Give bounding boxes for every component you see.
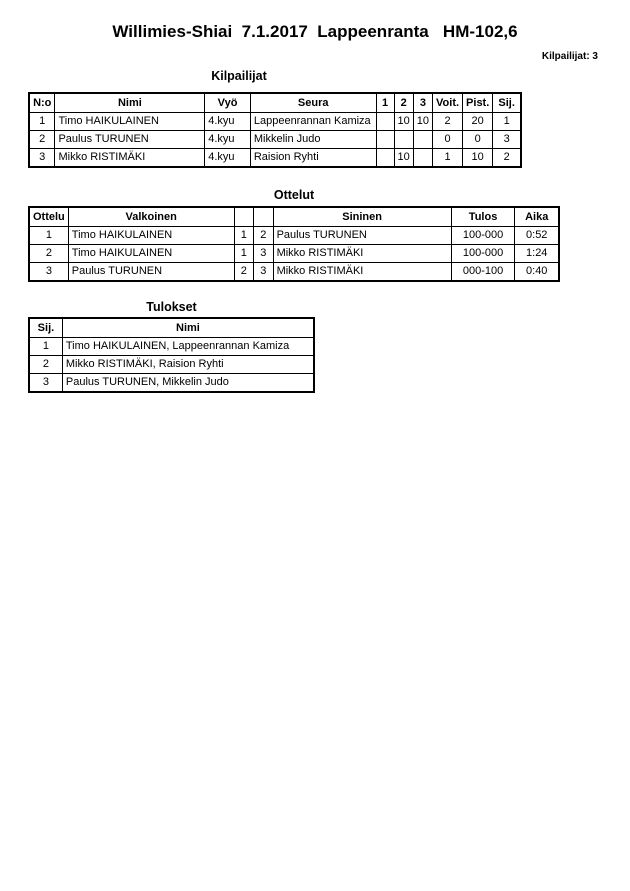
cell-tulos: 100-000 [451,245,515,263]
table-row [29,245,559,263]
table-row [29,227,559,245]
cell-round-1 [376,113,394,131]
cell-seura: Lappeenrannan Kamiza [250,113,376,131]
cell-vyo: 4.kyu [205,131,251,149]
competitors-count-label: Kilpailijat: 3 [541,51,598,62]
cell-aika: 0:52 [515,227,559,245]
cell-round-3 [413,149,432,168]
cell-sij: 1 [493,113,521,131]
cell-sininen: Mikko RISTIMÄKI [273,245,451,263]
cell-voit: 1 [433,149,463,168]
header-sij: Sij. [29,318,62,338]
header-ottelu: Ottelu [29,207,68,227]
header-round-2: 2 [394,93,413,113]
cell-no: 2 [29,131,55,149]
kilpailijat-heading: Kilpailijat [211,69,267,83]
cell-blue-no: 2 [254,227,274,245]
cell-ottelu: 2 [29,245,68,263]
cell-round-1 [376,149,394,168]
cell-pist: 0 [463,131,493,149]
cell-seura: Raision Ryhti [250,149,376,168]
tulokset-heading: Tulokset [146,300,197,314]
cell-tulos: 000-100 [451,263,515,282]
table-row [29,338,314,356]
cell-white-no: 1 [234,245,254,263]
cell-sij: 1 [29,338,62,356]
header-nimi: Nimi [55,93,205,113]
cell-nimi: Timo HAIKULAINEN, Lappeenrannan Kamiza [62,338,314,356]
cell-seura: Mikkelin Judo [250,131,376,149]
cell-blue-no: 3 [254,263,274,282]
cell-aika: 1:24 [515,245,559,263]
cell-valkoinen: Timo HAIKULAINEN [68,227,234,245]
cell-nimi: Mikko RISTIMÄKI [55,149,205,168]
cell-sininen: Paulus TURUNEN [273,227,451,245]
page-title: Willimies-Shiai 7.1.2017 Lappeenranta HM-102,6 [112,22,518,41]
table-row [29,113,521,131]
ottelut-section [28,188,560,282]
header-voit: Voit. [433,93,463,113]
cell-nimi: Timo HAIKULAINEN [55,113,205,131]
header-white-no [234,207,254,227]
cell-voit: 0 [433,131,463,149]
cell-sij: 2 [29,356,62,374]
cell-ottelu: 1 [29,227,68,245]
table-row [29,356,314,374]
ottelut-header-row [29,207,559,227]
table-row [29,263,559,282]
cell-sininen: Mikko RISTIMÄKI [273,263,451,282]
header-no: N:o [29,93,55,113]
header-aika: Aika [515,207,559,227]
cell-valkoinen: Timo HAIKULAINEN [68,245,234,263]
header-pist: Pist. [463,93,493,113]
table-row [29,374,314,393]
cell-aika: 0:40 [515,263,559,282]
header-blue-no [254,207,274,227]
cell-nimi: Paulus TURUNEN, Mikkelin Judo [62,374,314,393]
header-round-1: 1 [376,93,394,113]
cell-sij: 3 [493,131,521,149]
cell-sij: 2 [493,149,521,168]
cell-round-2: 10 [394,113,413,131]
cell-vyo: 4.kyu [205,113,251,131]
cell-tulos: 100-000 [451,227,515,245]
cell-white-no: 2 [234,263,254,282]
ottelut-table [28,206,560,282]
cell-pist: 10 [463,149,493,168]
cell-round-2 [394,131,413,149]
tulokset-section [28,300,315,393]
cell-ottelu: 3 [29,263,68,282]
header-sij: Sij. [493,93,521,113]
kilpailijat-header-row [29,93,521,113]
header-vyo: Vyö [205,93,251,113]
cell-nimi: Mikko RISTIMÄKI, Raision Ryhti [62,356,314,374]
cell-blue-no: 3 [254,245,274,263]
cell-round-2: 10 [394,149,413,168]
cell-vyo: 4.kyu [205,149,251,168]
ottelut-heading: Ottelut [273,188,315,202]
cell-no: 3 [29,149,55,168]
cell-nimi: Paulus TURUNEN [55,131,205,149]
header-sininen: Sininen [273,207,451,227]
cell-valkoinen: Paulus TURUNEN [68,263,234,282]
header-tulos: Tulos [451,207,515,227]
cell-round-1 [376,131,394,149]
tulokset-header-row [29,318,314,338]
header-seura: Seura [250,93,376,113]
cell-round-3 [413,131,432,149]
cell-pist: 20 [463,113,493,131]
cell-voit: 2 [433,113,463,131]
header-round-3: 3 [413,93,432,113]
cell-sij: 3 [29,374,62,393]
table-row [29,131,521,149]
cell-round-3: 10 [413,113,432,131]
header-nimi: Nimi [62,318,314,338]
cell-white-no: 1 [234,227,254,245]
kilpailijat-section [28,69,522,168]
table-row [29,149,521,168]
cell-no: 1 [29,113,55,131]
tulokset-table [28,317,315,393]
header-valkoinen: Valkoinen [68,207,234,227]
kilpailijat-table [28,92,522,168]
